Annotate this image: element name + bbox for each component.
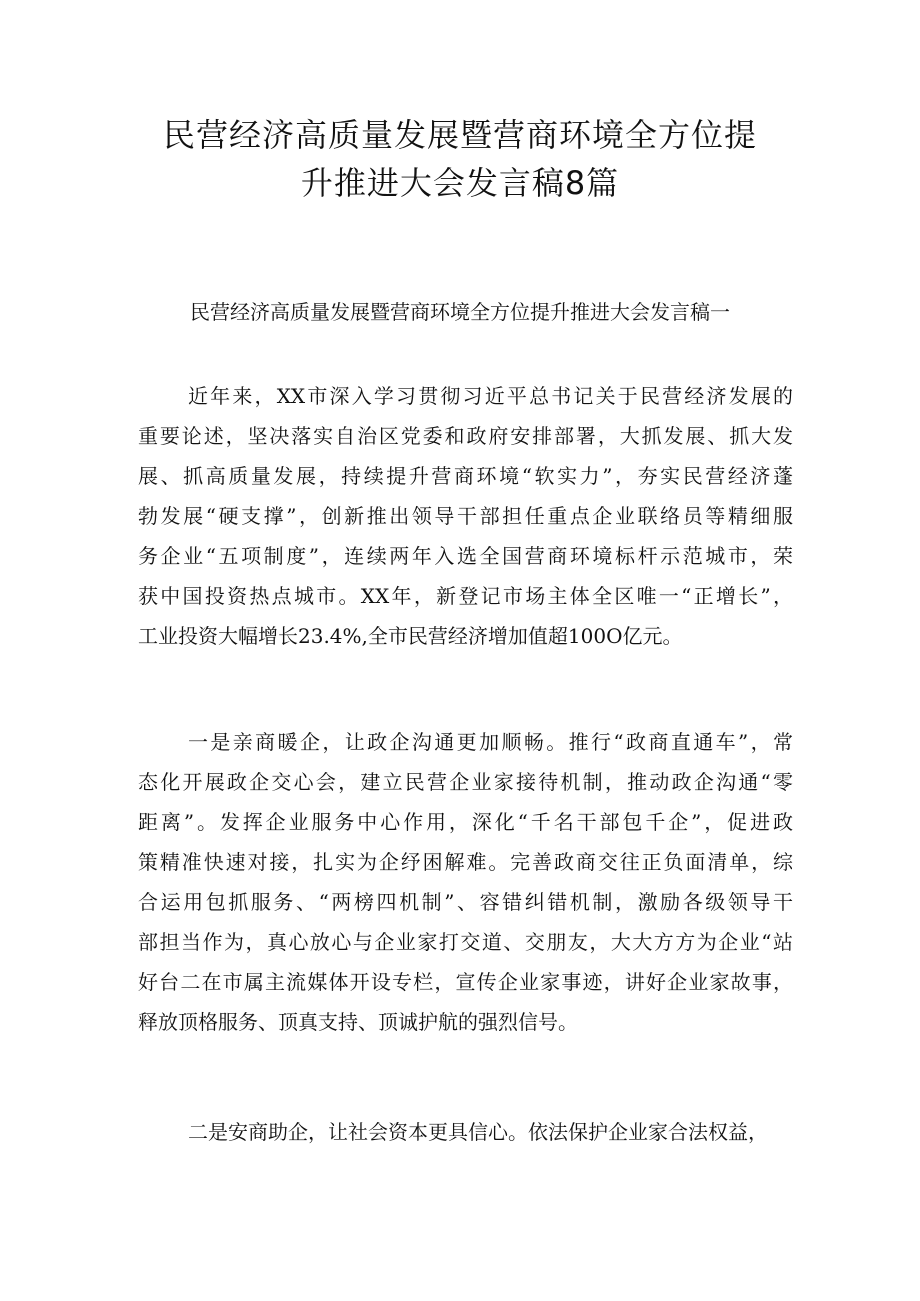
paragraph-line: 务企业“五项制度”，连续两年入选全国营商环境标杆示范城市，荣 [138, 544, 793, 568]
paragraph-point-one [138, 722, 793, 1042]
section-heading: 民营经济高质量发展暨营商环境全方位提升推进大会发言稿一 [190, 300, 730, 324]
paragraph-line: 释放顶格服务、顶真支持、顶诚护航的强烈信号。 [138, 1010, 578, 1034]
paragraph-point-two [138, 1112, 793, 1152]
paragraph-line: 好台二在市属主流媒体开设专栏，宣传企业家事迹，讲好企业家故事， [138, 970, 793, 994]
paragraph-line: 获中国投资热点城市。XX年，新登记市场主体全区唯一“正增长”， [138, 584, 793, 608]
document-title-line-2: 升推进大会发言稿8篇 [300, 164, 620, 202]
document-title-line-1: 民营经济高质量发展暨营商环境全方位提 [162, 116, 757, 154]
paragraph-line: 策精准快速对接，扎实为企纾困解难。完善政商交往正负面清单，综 [138, 850, 793, 874]
paragraph-line: 距离”。发挥企业服务中心作用，深化“千名干部包千企”，促进政 [138, 810, 793, 834]
paragraph-line: 工业投资大幅增长23.4%,全市民营经济增加值超100O亿元。 [138, 624, 683, 648]
paragraph-line: 重要论述，坚决落实自治区党委和政府安排部署，大抓发展、抓大发 [138, 424, 793, 448]
paragraph-line: 近年来，XX市深入学习贯彻习近平总书记关于民营经济发展的 [188, 384, 793, 408]
paragraph-line: 部担当作为，真心放心与企业家打交道、交朋友，大大方方为企业“站 [138, 930, 793, 954]
paragraph-line: 二是安商助企，让社会资本更具信心。依法保护企业家合法权益， [188, 1120, 768, 1144]
paragraph-line: 展、抓高质量发展，持续提升营商环境“软实力”，夯实民营经济蓬 [138, 464, 793, 488]
paragraph-line: 合运用包抓服务、“两榜四机制”、容错纠错机制，激励各级领导干 [138, 890, 793, 914]
paragraph-line: 态化开展政企交心会，建立民营企业家接待机制，推动政企沟通“零 [138, 770, 793, 794]
paragraph-line: 一是亲商暖企，让政企沟通更加顺畅。推行“政商直通车”，常 [188, 730, 793, 754]
paragraph-intro [138, 376, 793, 656]
paragraph-line: 勃发展“硬支撑”，创新推出领导干部担任重点企业联络员等精细服 [138, 504, 793, 528]
